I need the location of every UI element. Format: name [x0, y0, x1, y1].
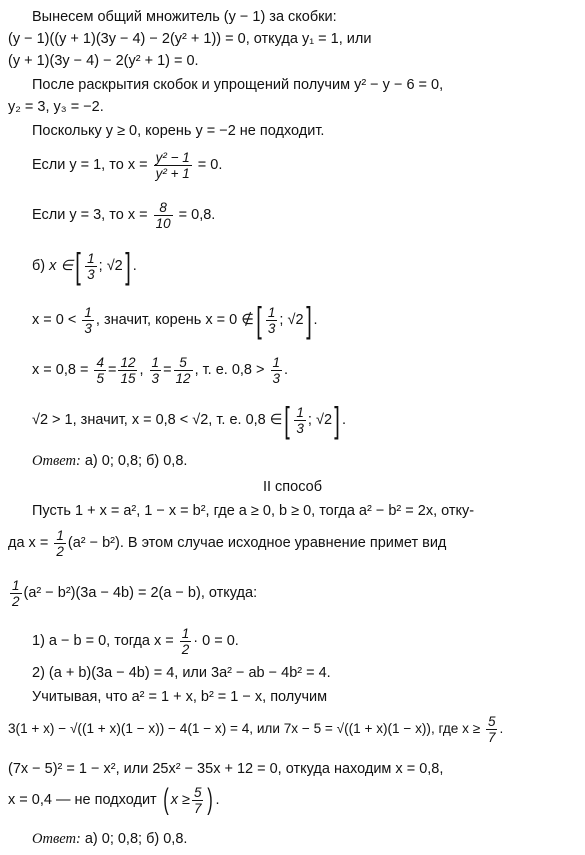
text-line: (y − 1)((y + 1)(3y − 4) − 2(y² + 1)) = 0, откуда y₁ = 1, или — [8, 31, 372, 47]
fraction: $\frac{1}{2}$ — [181, 625, 190, 657]
text-line: Поскольку y ≥ 0, корень y = −2 не подходит. — [32, 123, 325, 139]
fraction: $\frac{1}{2}$ — [56, 527, 64, 559]
fraction: $\frac{1}{3}$ — [87, 250, 95, 282]
sqrt2-line: √2 > 1, значит, x = 0,8 < √2, т. е. 0,8 ∈[ $\frac{1}{3}$ ; √2] . — [32, 399, 347, 441]
case-y3: Если y = 3, то x = $\frac{8}{10}$ = 0,8. — [32, 199, 216, 231]
fraction: $\frac{\text{y² − 1}}{\text{y² + 1}}$ — [155, 149, 190, 181]
fraction: $\frac{4}{5}$ — [96, 354, 104, 386]
fraction: $\frac{1}{2}$ — [12, 577, 20, 609]
text-line: 2) (a + b)(3a − 4b) = 4, или 3a² − ab − 4b² = 4. — [32, 665, 331, 681]
x0-line: x = 0 < $\frac{1}{3}$ , значит, корень x = 0 ∉[ $\frac{1}{3}$ ; √2] . — [32, 299, 318, 341]
fraction: $\frac{1}{3}$ — [84, 304, 92, 336]
answer-1: Ответ: а) 0; 0,8; б) 0,8. — [32, 453, 188, 469]
text-line: $\frac{1}{2}$ (a² − b²)(3a − 4b) = 2(a − b), откуда: — [12, 577, 258, 609]
fraction: $\frac{12}{15}$ — [120, 354, 136, 386]
text-line: да x = $\frac{1}{2}$ (a² − b²). В этом случае исходное уравнение примет вид — [8, 527, 447, 559]
fraction: $\frac{5}{12}$ — [175, 354, 191, 386]
answer-2: Ответ: а) 0; 0,8; б) 0,8. — [32, 831, 188, 847]
text-line: 3(1 + x) − √((1 + x)(1 − x)) − 4(1 − x) = 4, или 7x − 5 = √((1 + x)(1 − x)), где x ≥ $\frac{5}{7}$ . — [8, 713, 504, 745]
case-y1: Если y = 1, то x = $\frac{\text{y² − 1}}{\text{y² + 1}}$ = 0. — [32, 149, 223, 181]
fraction: $\frac{1}{3}$ — [267, 304, 276, 336]
fraction: $\frac{1}{3}$ — [272, 354, 281, 386]
fraction: $\frac{1}{3}$ — [151, 354, 160, 386]
text-line: 1) a − b = 0, тогда x = $\frac{1}{2}$ · 0 = 0. — [32, 625, 239, 657]
method-2-title: II способ — [262, 479, 323, 495]
text-line: После раскрытия скобок и упрощений получим y² − y − 6 = 0, — [32, 77, 444, 93]
text-line: y₂ = 3, y₃ = −2. — [8, 99, 104, 115]
fraction: $\frac{5}{7}$ — [193, 784, 202, 816]
text-line: (7x − 5)² = 1 − x², или 25x² − 35x + 12 = 0, откуда находим x = 0,8, — [8, 761, 444, 777]
fraction: $\frac{5}{7}$ — [487, 713, 496, 745]
x08-line: x = 0,8 = $\frac{4}{5}$ = $\frac{12}{15}$ , $\frac{1}{3}$ = $\frac{5}{12}$ , т. е. 0,8 > $\frac{1}{3}$ . — [32, 354, 289, 386]
text-line: Учитывая, что a² = 1 + x, b² = 1 − x, получим — [32, 689, 328, 705]
fraction: $\frac{8}{10}$ — [155, 199, 171, 231]
text-line: Вынесем общий множитель (y − 1) за скобки: — [32, 9, 337, 25]
text-line: (y + 1)(3y − 4) − 2(y² + 1) = 0. — [8, 53, 199, 69]
text-line: Пусть 1 + x = a², 1 − x = b², где a ≥ 0, b ≥ 0, тогда a² − b² = 2x, отку- — [32, 503, 475, 519]
text-line: x = 0,4 — не подходит ( x ≥ $\frac{5}{7}$ ) . — [8, 783, 220, 816]
part-b: б) x ∈[ $\frac{1}{3}$ ; √2] . — [32, 245, 137, 287]
fraction: $\frac{1}{3}$ — [296, 404, 304, 436]
